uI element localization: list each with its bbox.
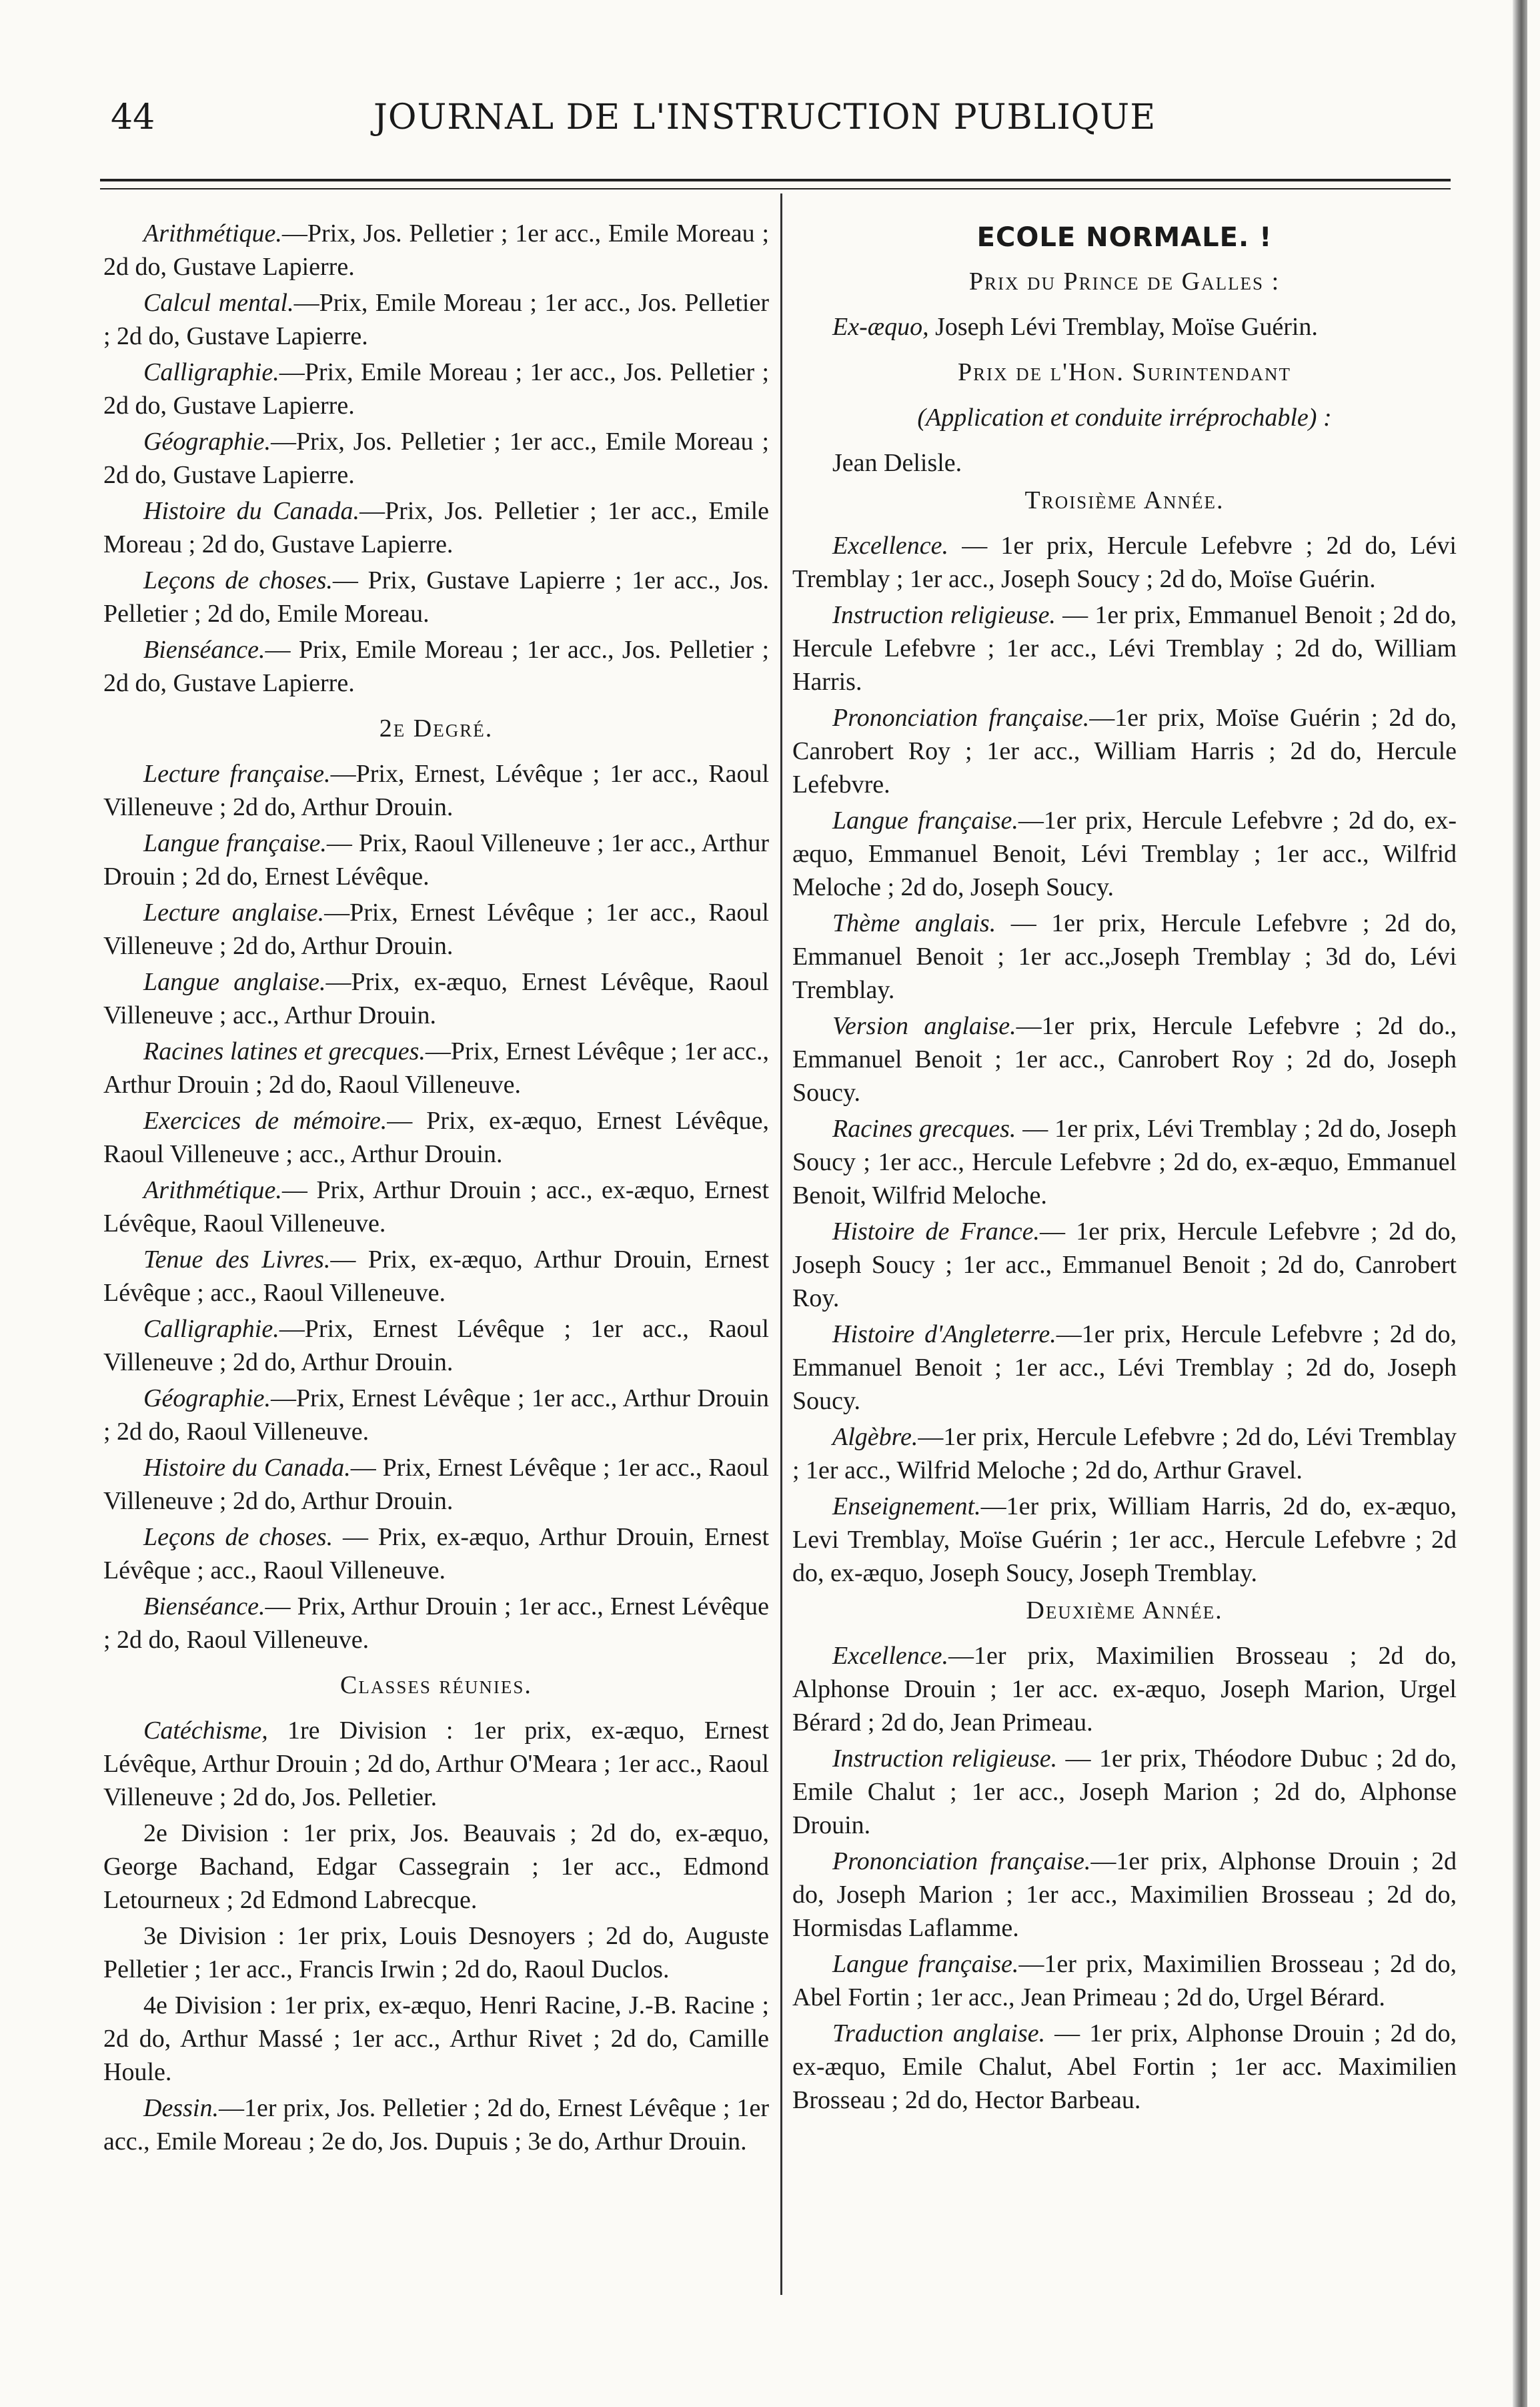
left-column (103, 217, 769, 2161)
entry (103, 494, 769, 561)
entry-text: —1er prix, Hercule Lefebvre ; 2d do, Emmanuel Benoit ; 1er acc., Lévi Tremblay ; 2d do, Joseph Soucy. (792, 1320, 1457, 1415)
entry-subject: Géographie. (143, 428, 271, 456)
entry (792, 1845, 1457, 1945)
entry: 3e Division : 1er prix, Louis Desnoyers ; 2d do, Auguste Pelletier ; 1er acc., Francis Irwin ; 2d do, Raoul Duclos. (103, 1922, 769, 1983)
header-rule-thin (100, 188, 1451, 189)
entry-subject: Enseignement. (832, 1492, 981, 1520)
entry-text: — 1er prix, Emmanuel Benoit ; 2d do, Hercule Lefebvre ; 1er acc., Lévi Tremblay ; 2d do, William Harris. (792, 601, 1457, 696)
entry-subject: Arithmétique. (143, 219, 282, 248)
entry-text: — Prix, ex-æquo, Ernest Lévêque, Raoul Villeneuve ; acc., Arthur Drouin. (103, 1107, 770, 1168)
entry (792, 907, 1457, 1007)
entry (103, 1714, 769, 1814)
entry-text: —Prix, Ernest, Lévêque ; 1er acc., Raoul Villeneuve ; 2d do, Arthur Drouin. (103, 760, 770, 821)
entry (103, 1312, 769, 1379)
page-edge-shadow (1513, 0, 1527, 2407)
entry-text: — 1er prix, Lévi Tremblay ; 2d do, Joseph Soucy ; 1er acc., Hercule Lefebvre ; 2d do, ex-æquo, Emmanuel Benoit, Wilfrid Meloche. (792, 1115, 1457, 1210)
entry-subject: Calligraphie. (143, 358, 279, 386)
entry-text: —Prix, Jos. Pelletier ; 1er acc., Emile Moreau ; 2d do, Gustave Lapierre. (103, 497, 770, 558)
entry-subject: Calcul mental. (143, 289, 294, 317)
entry-subject: Traduction anglaise. (832, 2019, 1046, 2047)
entry (792, 310, 1457, 344)
entry-text: — Prix, ex-æquo, Arthur Drouin, Ernest Lévêque ; acc., Raoul Villeneuve. (103, 1246, 769, 1307)
entry-text: —Prix, Emile Moreau ; 1er acc., Jos. Pelletier ; 2d do, Gustave Lapierre. (103, 289, 769, 350)
entry (103, 1382, 769, 1448)
entry-text: —Prix, Jos. Pelletier ; 1er acc., Emile Moreau ; 2d do, Gustave Lapierre. (103, 428, 769, 489)
entry-subject: Exercices de mémoire. (143, 1107, 388, 1135)
entry-subject: Bienséance. (143, 1592, 265, 1620)
entry-text: —Prix, Ernest Lévêque ; 1er acc., Raoul Villeneuve ; 2d do, Arthur Drouin. (103, 899, 769, 960)
entry-text: — 1er prix, Hercule Lefebvre ; 2d do, Lévi Tremblay ; 1er acc., Joseph Soucy ; 2d do, Moïse Guérin. (792, 532, 1457, 593)
entry-text: 1re Division : 1er prix, ex-æquo, Ernest Lévêque, Arthur Drouin ; 2d do, Arthur O'Meara ; 1er acc., Raoul Villeneuve ; 2d do, Jos. Pelletier. (103, 1717, 769, 1811)
entry-text: — Prix, Ernest Lévêque ; 1er acc., Raoul Villeneuve ; 2d do, Arthur Drouin. (103, 1454, 769, 1515)
entry-text: — Prix, ex-æquo, Arthur Drouin, Ernest Lévêque ; acc., Raoul Villeneuve. (103, 1523, 769, 1584)
entry (103, 1173, 769, 1240)
entry (103, 965, 769, 1032)
entry-text: —Prix, Emile Moreau ; 1er acc., Jos. Pelletier ; 2d do, Gustave Lapierre. (103, 358, 769, 420)
section-heading: Prix du Prince de Galles : (968, 268, 1281, 296)
entry (792, 804, 1457, 904)
entry (792, 1420, 1457, 1487)
entry-text: —1er prix, Hercule Lefebvre ; 2d do., Emmanuel Benoit ; 1er acc., Canrobert Roy ; 2d do, Joseph Soucy. (792, 1012, 1457, 1107)
entry (792, 2017, 1457, 2117)
entry-text: — 1er prix, Hercule Lefebvre ; 2d do, Joseph Soucy ; 1er acc., Emmanuel Benoit ; 2d do, Canrobert Roy. (792, 1218, 1457, 1312)
entry-text: —1er prix, Hercule Lefebvre ; 2d do, Lévi Tremblay ; 1er acc., Wilfrid Meloche ; 2d do, Arthur Gravel. (792, 1423, 1457, 1484)
entry (103, 1243, 769, 1310)
entry (103, 356, 769, 422)
entry (103, 827, 769, 893)
entry-subject: Histoire de France. (832, 1218, 1040, 1246)
entry-text: — Prix, Emile Moreau ; 1er acc., Jos. Pelletier ; 2d do, Gustave Lapierre. (103, 636, 769, 697)
entry (103, 1035, 769, 1101)
entry-subject: Géographie. (143, 1384, 271, 1412)
section-heading: Deuxième Année. (1026, 1596, 1223, 1624)
entry-subject: Histoire du Canada. (143, 497, 360, 525)
entry (792, 1009, 1457, 1109)
entry (103, 217, 769, 284)
entry-subject: Lecture française. (143, 760, 331, 788)
section-heading: Troisième Année. (1024, 486, 1225, 514)
entry-subject: Version anglaise. (832, 1012, 1016, 1040)
entry-text: — 1er prix, Hercule Lefebvre ; 2d do, Emmanuel Benoit ; 1er acc.,Joseph Tremblay ; 3d do, Lévi Tremblay. (792, 909, 1457, 1004)
entry (792, 701, 1457, 801)
entry-subject: Histoire du Canada. (143, 1454, 351, 1482)
entry-text: — Prix, Arthur Drouin ; 1er acc., Ernest Lévêque ; 2d do, Raoul Villeneuve. (103, 1592, 769, 1654)
entry-subject: Algèbre. (832, 1423, 918, 1451)
entry (792, 1215, 1457, 1315)
entry-text: —1er prix, Maximilien Brosseau ; 2d do, Alphonse Drouin ; 1er acc. ex-æquo, Joseph Marion, Urgel Bérard ; 2d do, Jean Primeau. (792, 1642, 1457, 1737)
entry-text: —1er prix, Maximilien Brosseau ; 2d do, Abel Fortin ; 1er acc., Jean Primeau ; 2d do, Urgel Bérard. (792, 1950, 1457, 2011)
entry-subject: Lecture anglaise. (143, 899, 325, 927)
entry (792, 1318, 1457, 1418)
entry (103, 757, 769, 824)
entry (792, 598, 1457, 698)
entry-subject: Calligraphie. (143, 1315, 279, 1343)
entry-subject: Prononciation française. (832, 704, 1090, 732)
entry (792, 1112, 1457, 1212)
entry-text: —Prix, Jos. Pelletier ; 1er acc., Emile Moreau ; 2d do, Gustave Lapierre. (103, 219, 769, 281)
entry-subject: Racines latines et grecques. (143, 1037, 426, 1065)
entry (103, 1451, 769, 1518)
entry-subject: Langue anglaise. (143, 968, 326, 996)
entry (792, 1742, 1457, 1842)
section-heading: 2e Degré. (379, 714, 494, 743)
section-title: ECOLE NORMALE. ! (976, 222, 1273, 253)
entry-text: —1er prix, Hercule Lefebvre ; 2d do, ex-æquo, Emmanuel Benoit, Lévi Tremblay ; 1er acc., Wilfrid Meloche ; 2d do, Joseph Soucy. (792, 807, 1457, 901)
column-separator (780, 193, 782, 2295)
entry-text: —1er prix, Jos. Pelletier ; 2d do, Ernest Lévêque ; 1er acc., Emile Moreau ; 2e do, Jos. Dupuis ; 3e do, Arthur Drouin. (103, 2094, 769, 2155)
header-rule-thick (100, 179, 1451, 181)
entry-subject: Histoire d'Angleterre. (832, 1320, 1056, 1348)
entry-text: —1er prix, Alphonse Drouin ; 2d do, Joseph Marion ; 1er acc., Maximilien Brosseau ; 2d do, Hormisdas Laflamme. (792, 1847, 1457, 1942)
entry-subject: Thème anglais. (832, 909, 996, 937)
entry-subject: Langue française. (832, 807, 1018, 835)
entry (103, 564, 769, 630)
entry (103, 2091, 769, 2158)
entry (792, 1947, 1457, 2014)
entry-subject: Tenue des Livres. (143, 1246, 331, 1274)
entry-subject: Leçons de choses. (143, 1523, 333, 1551)
entry (103, 1520, 769, 1587)
entry-text: —Prix, ex-æquo, Ernest Lévêque, Raoul Villeneuve ; acc., Arthur Drouin. (103, 968, 769, 1029)
entry-subject: Dessin. (143, 2094, 219, 2122)
subheading-text: (Application et conduite irréprochable) : (917, 404, 1332, 432)
entry (103, 425, 769, 492)
entry-text: —1er prix, William Harris, 2d do, ex-æquo, Levi Tremblay, Moïse Guérin ; 1er acc., Hercule Lefebvre ; 2d do, ex-æquo, Joseph Soucy, Joseph Tremblay. (792, 1492, 1457, 1587)
entry (792, 1490, 1457, 1590)
entry-subject: Excellence. (832, 532, 949, 560)
entry-subject: Instruction religieuse. (832, 1745, 1058, 1773)
entry-subject: Langue française. (143, 829, 327, 857)
entry-subject: Bienséance. (143, 636, 265, 664)
entry-subject: Ex-æquo, (832, 313, 929, 341)
section-heading: Classes réunies. (340, 1671, 532, 1699)
entry (103, 896, 769, 963)
entry-text: —Prix, Ernest Lévêque ; 1er acc., Raoul Villeneuve ; 2d do, Arthur Drouin. (103, 1315, 769, 1376)
entry (103, 1104, 769, 1171)
entry-text: — Prix, Raoul Villeneuve ; 1er acc., Arthur Drouin ; 2d do, Ernest Lévêque. (103, 829, 769, 891)
entry-text: — 1er prix, Théodore Dubuc ; 2d do, Emile Chalut ; 1er acc., Joseph Marion ; 2d do, Alphonse Drouin. (792, 1745, 1457, 1839)
entry (103, 286, 769, 353)
entry-subject: Leçons de choses. (143, 566, 333, 594)
entry-text: —Prix, Ernest Lévêque ; 1er acc., Arthur Drouin ; 2d do, Raoul Villeneuve. (103, 1384, 769, 1446)
right-column (792, 217, 1457, 2119)
section-subheading (792, 401, 1457, 434)
entry-subject: Catéchisme, (143, 1717, 268, 1745)
running-title: JOURNAL DE L'INSTRUCTION PUBLIQUE (373, 97, 1157, 137)
entry (792, 1639, 1457, 1739)
entry (103, 1590, 769, 1656)
entry-subject: Racines grecques. (832, 1115, 1016, 1143)
entry: 4e Division : 1er prix, ex-æquo, Henri Racine, J.-B. Racine ; 2d do, Arthur Massé ; 1er acc., Arthur Rivet ; 2d do, Camille Houle. (103, 1991, 769, 2086)
entry-text: —1er prix, Moïse Guérin ; 2d do, Canrobert Roy ; 1er acc., William Harris ; 2d do, Hercule Lefebvre. (792, 704, 1457, 799)
entry: 2e Division : 1er prix, Jos. Beauvais ; 2d do, ex-æquo, George Bachand, Edgar Cassegrain ; 1er acc., Edmond Letourneux ; 2d Edmond Labrecque. (103, 1819, 769, 1914)
entry-subject: Arithmétique. (143, 1176, 282, 1204)
entry-subject: Langue française. (832, 1950, 1019, 1978)
entry (103, 633, 769, 700)
entry-subject: Instruction religieuse. (832, 601, 1056, 629)
entry: Jean Delisle. (832, 449, 962, 477)
entry-text: — 1er prix, Alphonse Drouin ; 2d do, ex-æquo, Emile Chalut, Abel Fortin ; 1er acc. Maximilien Brosseau ; 2d do, Hector Barbeau. (792, 2019, 1457, 2114)
entry (792, 529, 1457, 596)
entry-text: — Prix, Gustave Lapierre ; 1er acc., Jos. Pelletier ; 2d do, Emile Moreau. (103, 566, 769, 628)
entry-text: —Prix, Ernest Lévêque ; 1er acc., Arthur Drouin ; 2d do, Raoul Villeneuve. (103, 1037, 769, 1099)
entry-text: Joseph Lévi Tremblay, Moïse Guérin. (928, 313, 1318, 341)
entry-text: — Prix, Arthur Drouin ; acc., ex-æquo, Ernest Lévêque, Raoul Villeneuve. (103, 1176, 769, 1238)
entry-subject: Excellence. (832, 1642, 949, 1670)
page-number: 44 (111, 97, 155, 137)
entry-subject: Prononciation française. (832, 1847, 1091, 1875)
section-heading: Prix de l'Hon. Surintendant (957, 358, 1291, 386)
